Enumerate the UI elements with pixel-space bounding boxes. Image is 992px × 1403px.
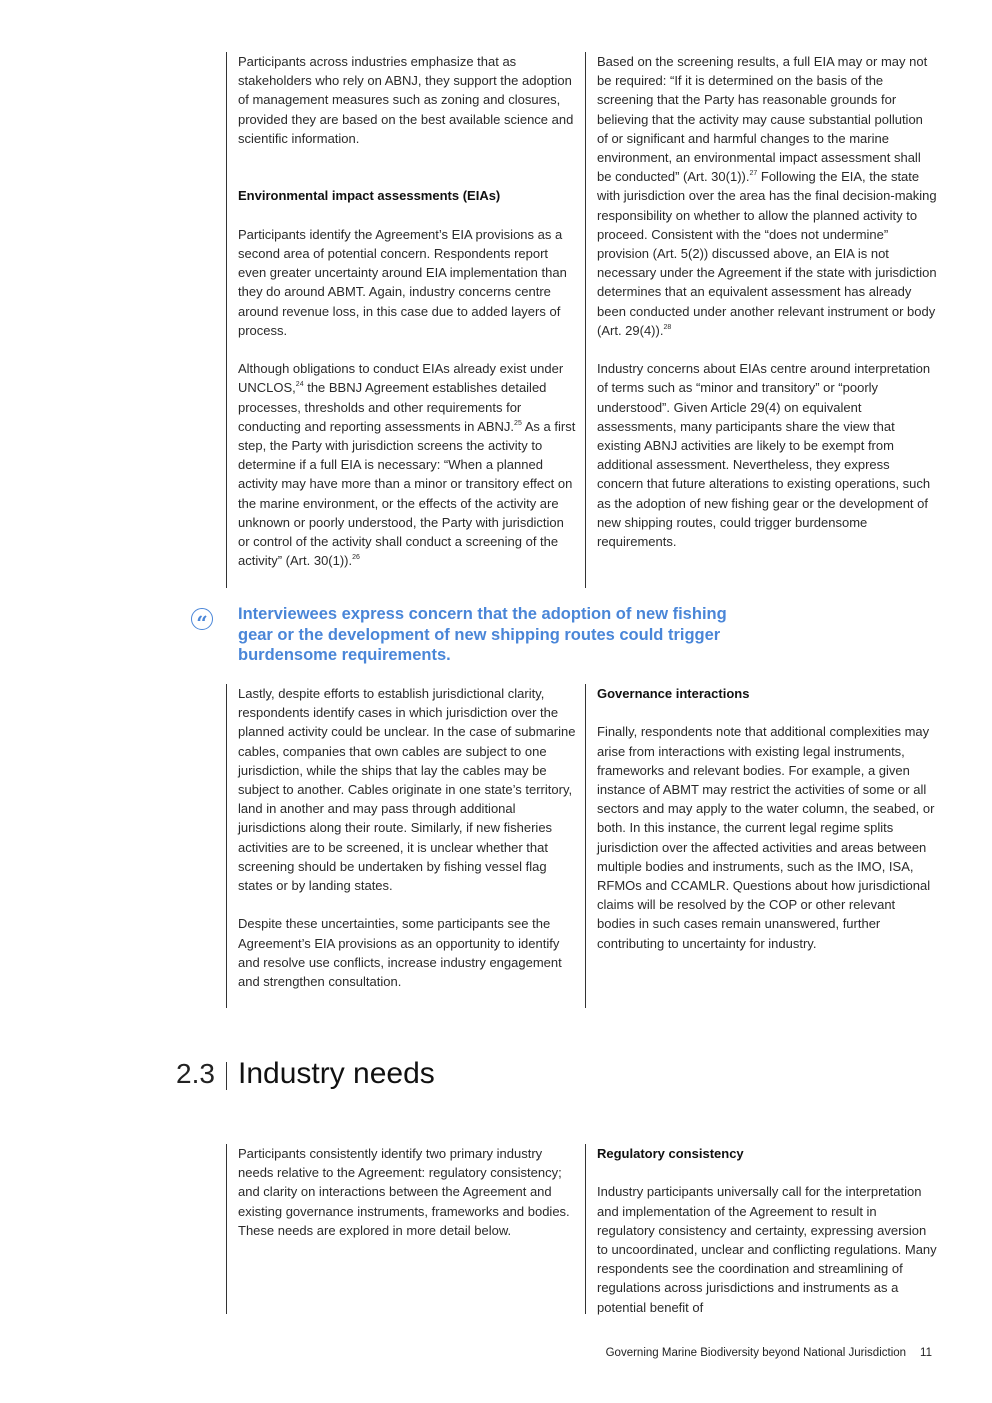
page-number: 11 [920, 1347, 932, 1359]
middle-left-column [226, 684, 576, 1008]
bottom-right-column [585, 1144, 937, 1314]
eia-heading: Environmental impact assessments (EIAs) [238, 188, 501, 204]
footnote-ref-24[interactable]: 24 [295, 381, 304, 389]
regulatory-heading: Regulatory consistency [597, 1146, 744, 1161]
bottom-left-column [226, 1144, 576, 1314]
eia-obligations-paragraph [238, 359, 576, 570]
zoning-paragraph: Participants across industries emphasize that as stakeholders who rely on ABNJ, they support the adoption of management measures such as zoning and closures, provided they are based on the best available science and scientific information. [238, 54, 574, 146]
industry-needs-paragraph: Participants consistently identify two primary industry needs relative to the Agreement: regulatory consistency; and clarity on interactions between the Agreement and existing governance instruments, frameworks and bodies. These needs are explored in more detail below. [238, 1146, 570, 1238]
governance-heading: Governance interactions [597, 686, 750, 701]
text-run: Although obligations to conduct EIAs already exist under UNCLOS, [238, 361, 564, 396]
uncertainties-paragraph: Despite these uncertainties, some participants see the Agreement’s EIA provisions as an opportunity to identify and resolve use conflicts, increase industry engagement and strengthen consultation. [238, 916, 562, 990]
section-divider [226, 1062, 227, 1090]
text-run: As a first step, the Party with jurisdiction screens the activity to determine if a full EIA is necessary: “When a planned activity may have more than a minor or transitory effect on the marine environment, or the effects of the activity are unknown or poorly understood, the Party with jurisdiction or control of the activity shall conduct a screening of the activity” (Art. 30(1)). [238, 418, 576, 569]
page-footer [540, 1345, 932, 1361]
footnote-ref-25[interactable]: 25 [514, 419, 522, 427]
text-run: the BBNJ Agreement establishes detailed processes, thresholds and other requirements for conducting and reporting assessments in ABNJ. [238, 380, 547, 434]
section-title: Industry needs [238, 1057, 435, 1090]
screening-paragraph [597, 52, 937, 340]
footnote-ref-28[interactable]: 28 [663, 323, 672, 331]
section-number: 2.3 [176, 1058, 215, 1089]
regulatory-paragraph: Industry participants universally call for the interpretation and implementation of the Agreement to result in regulatory consistency and certainty, expressing aversion to uncoordinated, unclear and conflicting regulations. Many respondents see the coordination and streamlining of regulations across jurisdictions and instruments as a potential benefit of [597, 1184, 937, 1315]
pull-quote: Interviewees express concern that the adoption of new fishing gear or the development of new shipping routes could trigger burdensome requirements. [238, 605, 727, 665]
eia-intro-paragraph: Participants identify the Agreement’s EIA provisions as a second area of potential concern. Respondents report even greater uncertainty around EIA implementation than they do around ABMT. Again, industry concerns centre around revenue loss, in this case due to added layers of process. [238, 226, 567, 338]
top-right-column [585, 52, 937, 588]
text-run: Based on the screening results, a full EIA may or may not be required: “If it is determined on the basis of the screening that the Party has reasonable grounds for believing that the activity may cause substantial pollution of or significant and harmful changes to the marine environment, an environmental impact assessment shall be conducted” (Art. 30(1)). [597, 54, 928, 185]
text-run: Following the EIA, the state with jurisdiction over the area has the final decision-making responsibility on whether to allow the planned activity to proceed. Consistent with the “does not undermine” provision (Art. 5(2)) discussed above, an EIA is not necessary under the Agreement if the state with jurisdiction determines that an equivalent assessment has already been conducted under another relevant instrument or body (Art. 29(4)). [597, 169, 937, 338]
footnote-ref-26[interactable]: 26 [352, 554, 360, 562]
eia-concerns-paragraph: Industry concerns about EIAs centre around interpretation of terms such as “minor and transitory” or “poorly understood”. Given Article 29(4) on equivalent assessments, many participants share the view that existing ABNJ activities are likely to be exempt from additional assessment. Nevertheless, they express concern that future alterations to existing operations, such as the adoption of new fishing gear or the development of new shipping routes, could trigger burdensome requirements. [597, 361, 931, 550]
quote-icon: “ [191, 608, 213, 630]
footnote-ref-27[interactable]: 27 [749, 170, 758, 178]
top-left-column [226, 52, 576, 588]
jurisdiction-paragraph: Lastly, despite efforts to establish jurisdictional clarity, respondents identify cases in which jurisdiction over the planned activity could be unclear. In the case of submarine cables, companies that own cables are subject to one jurisdiction, while the ships that lay the cables may be subject to another. Cables originate in one state’s territory, land in another and may pass through additional jurisdictions along their route. Similarly, if new fisheries activities are to be screened, it is unclear whether that screening should be undertaken by fishing vessel flag states or by landing states. [238, 686, 576, 894]
governance-paragraph: Finally, respondents note that additional complexities may arise from interactions with existing legal instruments, frameworks and relevant bodies. For example, a given instance of ABMT may restrict the activities of some or all sectors and may apply to the water column, the seabed, or both. In this instance, the current legal regime splits jurisdiction over the affected activities and areas between multiple bodies and instruments, such as the IMO, ISA, RFMOs and CCAMLR. Questions about how jurisdictional claims will be resolved by the COP or other relevant bodies in such cases remain unanswered, further contributing to uncertainty for industry. [597, 724, 935, 951]
middle-right-column [585, 684, 937, 1008]
footer-title: Governing Marine Biodiversity beyond National Jurisdiction [605, 1347, 907, 1359]
